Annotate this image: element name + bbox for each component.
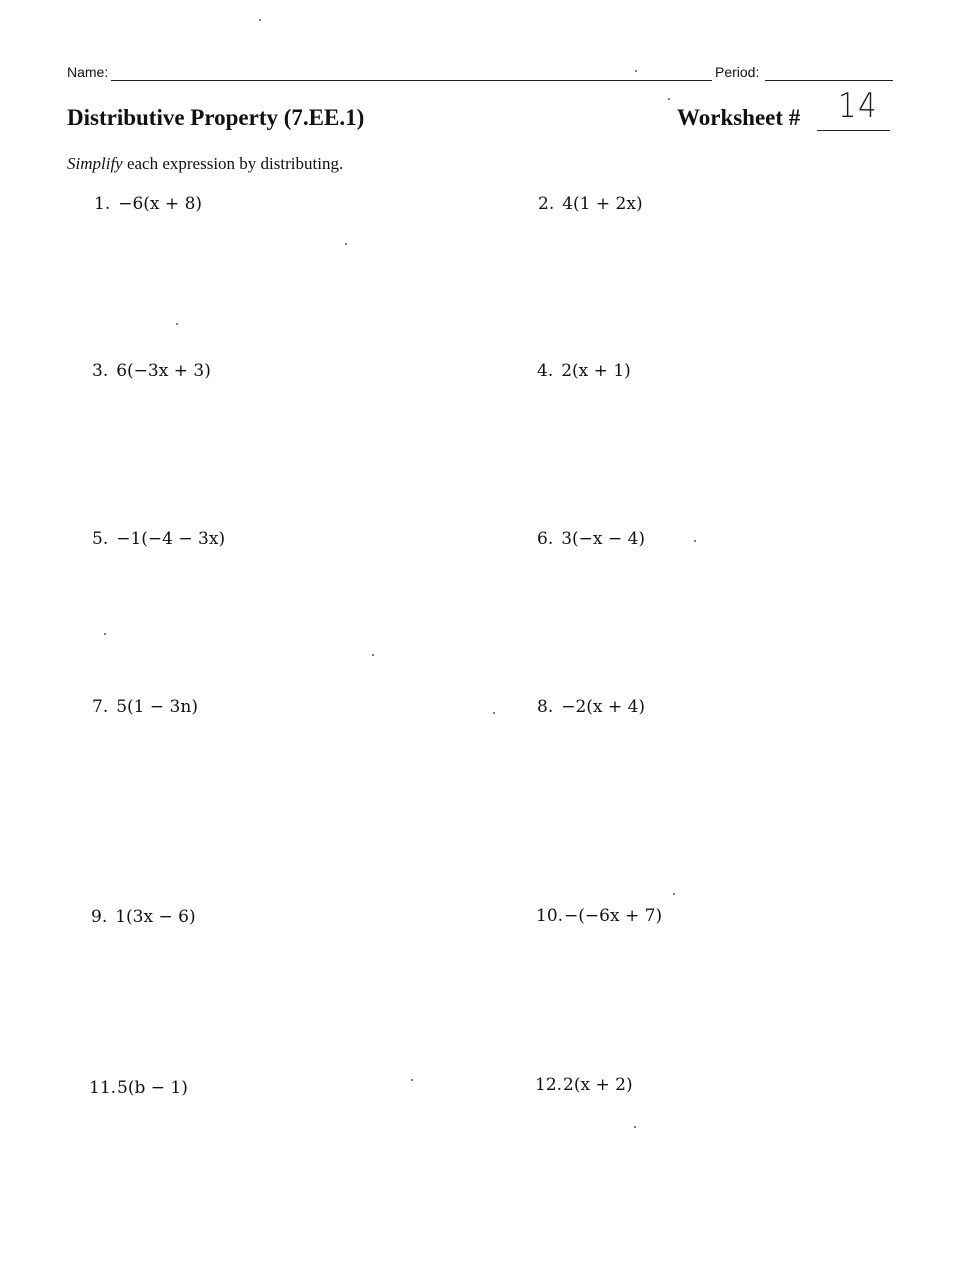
problem-number: 5. [92,529,109,549]
problem-10 [536,906,662,926]
name-label: Name: [67,64,109,80]
scan-speck [634,1126,636,1128]
scan-speck [104,633,106,635]
problem-expression: 2(x + 1) [561,361,631,381]
problem-number: 3. [92,361,109,381]
problem-expression: −2(x + 4) [561,697,646,717]
scan-speck [673,893,675,895]
problem-12 [535,1075,633,1095]
problem-expression: 1(3x − 6) [115,907,196,927]
problem-number: 12. [535,1075,563,1095]
scan-speck [493,712,495,714]
problem-expression: 2(x + 2) [563,1075,633,1095]
problem-number: 8. [537,697,554,717]
instructions-text: each expression by distributing. [122,154,344,173]
instructions [67,154,343,174]
problem-6 [537,529,645,549]
problem-number: 10. [536,906,564,926]
name-period-row [67,62,893,84]
problem-number: 4. [537,361,554,381]
scan-speck [345,243,347,245]
problem-4 [537,361,631,381]
period-field[interactable] [765,80,893,81]
period-label: Period: [715,64,760,80]
problem-number: 6. [537,529,554,549]
problem-9 [91,907,196,927]
problem-7 [92,697,198,717]
problem-expression: 4(1 + 2x) [562,194,643,214]
problem-expression: −1(−4 − 3x) [116,529,226,549]
problem-3 [92,361,211,381]
scan-speck [259,19,261,21]
problem-5 [92,529,225,549]
scan-speck [694,540,696,542]
worksheet-number-label: Worksheet # [677,105,801,130]
problem-expression: 5(1 − 3n) [116,697,198,717]
problem-expression: 3(−x − 4) [561,529,646,549]
worksheet-number-line [817,130,890,131]
problem-expression: 5(b − 1) [117,1078,188,1098]
problem-8 [537,697,645,717]
scan-speck [372,654,374,656]
problem-number: 7. [92,697,109,717]
problem-1 [94,194,202,214]
problem-expression: −(−6x + 7) [564,906,663,926]
name-field[interactable] [111,80,712,81]
scan-speck [668,98,670,100]
problem-number: 11. [89,1078,117,1098]
problem-expression: 6(−3x + 3) [116,361,211,381]
worksheet-number-handwritten: 14 [838,86,879,126]
problem-number: 9. [91,907,108,927]
problem-number: 1. [94,194,111,214]
scan-speck [411,1079,413,1081]
worksheet-title: Distributive Property (7.EE.1) [67,105,365,130]
scan-speck [176,323,178,325]
problem-2 [538,194,643,214]
problem-number: 2. [538,194,555,214]
problem-11 [89,1078,188,1098]
problem-expression: −6(x + 8) [118,194,203,214]
scan-speck [635,70,637,72]
instructions-emphasis: Simplify [67,154,123,173]
